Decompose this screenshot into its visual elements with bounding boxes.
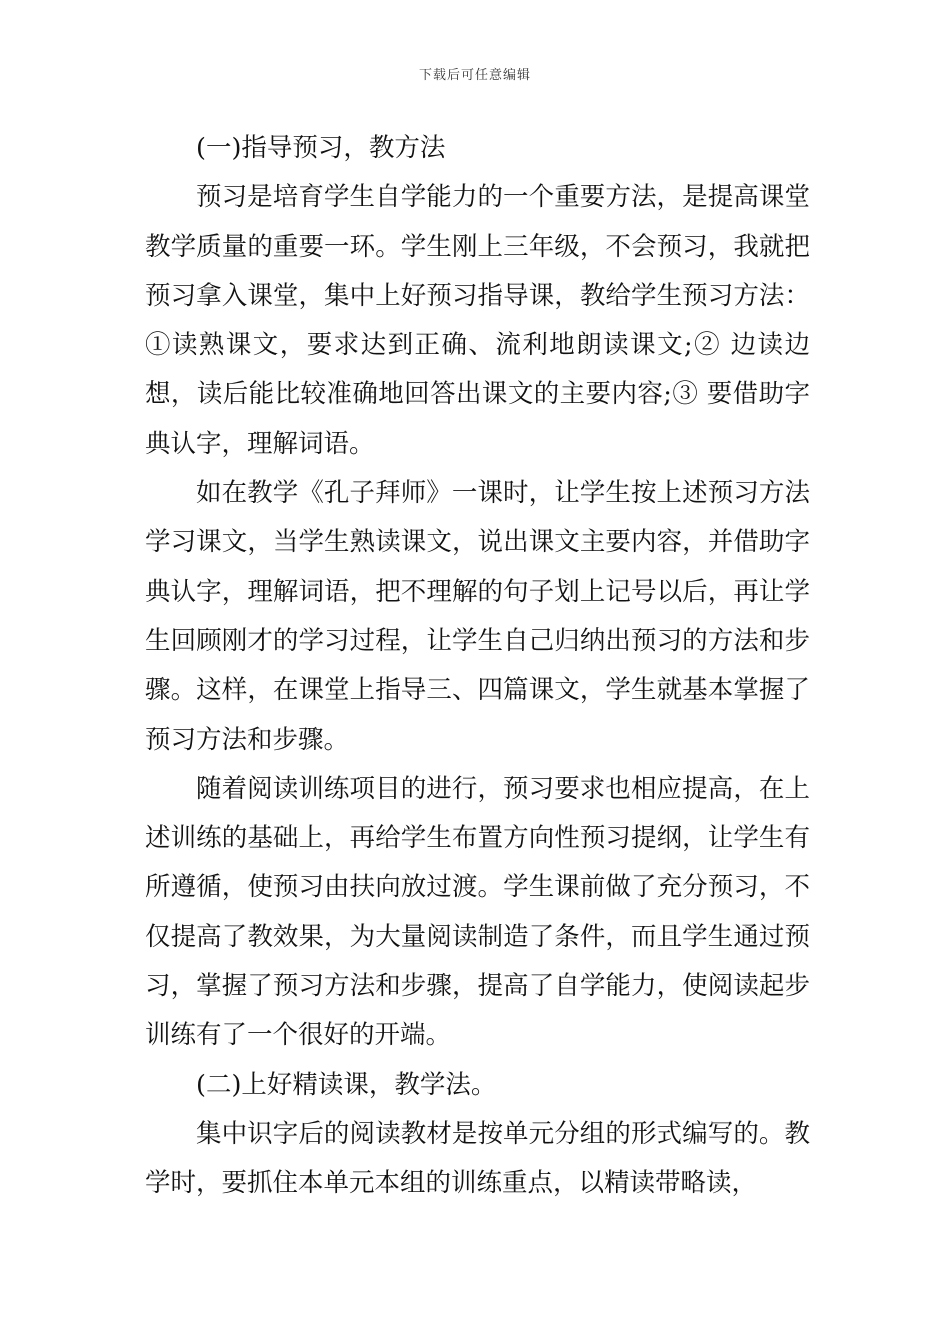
document-body: [145, 124, 810, 1209]
section-heading-1: (一)指导预习，教方法: [196, 133, 446, 163]
paragraph-1: 预习是培育学生自学能力的一个重要方法，是提高课堂教学质量的重要一环。学生刚上三年级，不会预习，我就把预习拿入课堂，集中上好预习指导课，教给学生预习方法：①读熟课文，要求达到正确、流利地朗读课文;② 边读边想，读后能比较准确地回答出课文的主要内容;③ 要借助字典认字，理解词语。: [145, 182, 810, 459]
paragraph-4: 集中识字后的阅读教材是按单元分组的形式编写的。教学时，要抓住本单元本组的训练重点，以精读带略读，: [145, 1118, 810, 1199]
section-heading-2: (二)上好精读课，教学法。: [196, 1069, 497, 1100]
page-header: 下载后可任意编辑: [418, 68, 531, 83]
paragraph-2: 如在教学《孔子拜师》一课时，让学生按上述预习方法学习课文，当学生熟读课文，说出课文主要内容，并借助字典认字，理解词语，把不理解的句子划上记号以后，再让学生回顾刚才的学习过程，让学生自己归纳出预习的方法和步骤。这样，在课堂上指导三、四篇课文，学生就基本掌握了预习方法和步骤。: [145, 478, 810, 755]
paragraph-3: 随着阅读训练项目的进行，预习要求也相应提高，在上述训练的基础上，再给学生布置方向性预习提纲，让学生有所遵循，使预习由扶向放过渡。学生课前做了充分预习，不仅提高了教效果，为大量阅读制造了条件，而且学生通过预习，掌握了预习方法和步骤，提高了自学能力，使阅读起步训练有了一个很好的开端。: [145, 773, 810, 1051]
